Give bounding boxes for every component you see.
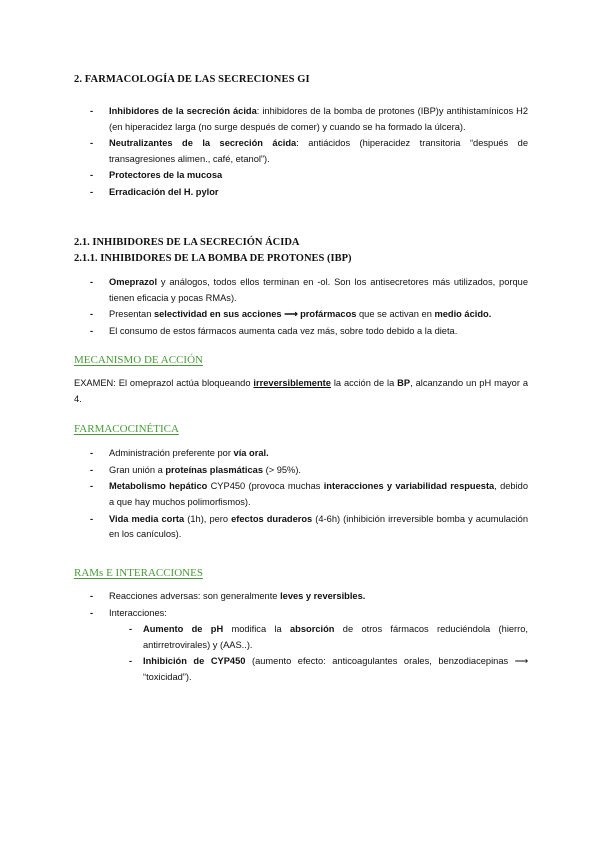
list-item: - Administración preferente por vía oral. — [90, 446, 528, 462]
list-item: - Reacciones adversas: son generalmente leves y reversibles. — [90, 589, 528, 605]
list-item: - Erradicación del H. pylor — [90, 185, 528, 201]
intro-list — [90, 104, 528, 202]
heading-2-1: 2.1. INHIBIDORES DE LA SECRECIÓN ÁCIDA — [74, 237, 300, 248]
list-item: - Inhibidores de la secreción ácida: inhibidores de la bomba de protones (IBP)y antihistamínicos H2 (en hiperacidez larga (no surge después de comer) y cuando se ha formado la úlcera). — [90, 104, 528, 135]
heading-2-1-1: 2.1.1. INHIBIDORES DE LA BOMBA DE PROTONES (IBP) — [74, 253, 352, 264]
list-item: - Neutralizantes de la secreción ácida: antiácidos (hiperacidez transitoria “después de transagresiones alimen., café, etanol”). — [90, 136, 528, 167]
sublist-item: - Inhibición de CYP450 (aumento efecto: anticoagulantes orales, benzodiacepinas ⟶ “toxicidad”). — [129, 654, 528, 685]
list-item: - Interacciones: - Aumento de pH modifica la absorción de otros fármacos reduciéndola (hierro, antirretrovirales) y (AAS..). - Inhibición de CYP450 (aumento efecto: anticoagulantes orales, benzodiacepinas ⟶ “toxicidad”). — [90, 606, 528, 686]
sublist-item: - Aumento de pH modifica la absorción de otros fármacos reduciéndola (hierro, antirretrovirales) y (AAS..). — [129, 622, 528, 653]
heading-2: 2. FARMACOLOGÍA DE LAS SECRECIONES GI — [74, 74, 310, 85]
farmacocinetica-list — [90, 446, 528, 544]
section-mecanismo-heading: MECANISMO DE ACCIÓN — [74, 354, 203, 366]
interacciones-sublist — [109, 622, 528, 685]
list-item: - El consumo de estos fármacos aumenta cada vez más, sobre todo debido a la dieta. — [90, 324, 528, 340]
section-rams-heading: RAMs E INTERACCIONES — [74, 567, 203, 579]
mecanismo-paragraph: EXAMEN: El omeprazol actúa bloqueando irreversiblemente la acción de la BP, alcanzando un pH mayor a 4. — [74, 378, 528, 404]
rams-list — [90, 589, 528, 687]
ibp-list — [90, 275, 528, 341]
list-item: - Gran unión a proteínas plasmáticas (> 95%). — [90, 463, 528, 479]
list-item: - Omeprazol y análogos, todos ellos terminan en -ol. Son los antisecretores más utilizados, porque tienen eficacia y pocas RMAs). — [90, 275, 528, 306]
section-farmacocinetica-heading: FARMACOCINÉTICA — [74, 423, 179, 435]
list-item: - Metabolismo hepático CYP450 (provoca muchas interacciones y variabilidad respuesta, debido a que hay muchos polimorfismos). — [90, 479, 528, 510]
list-item: - Protectores de la mucosa — [90, 168, 528, 184]
list-item: - Vida media corta (1h), pero efectos duraderos (4-6h) (inhibición irreversible bomba y acumulación en los canículos). — [90, 512, 528, 543]
list-item: - Presentan selectividad en sus acciones ⟶ profármacos que se activan en medio ácido. — [90, 307, 528, 323]
